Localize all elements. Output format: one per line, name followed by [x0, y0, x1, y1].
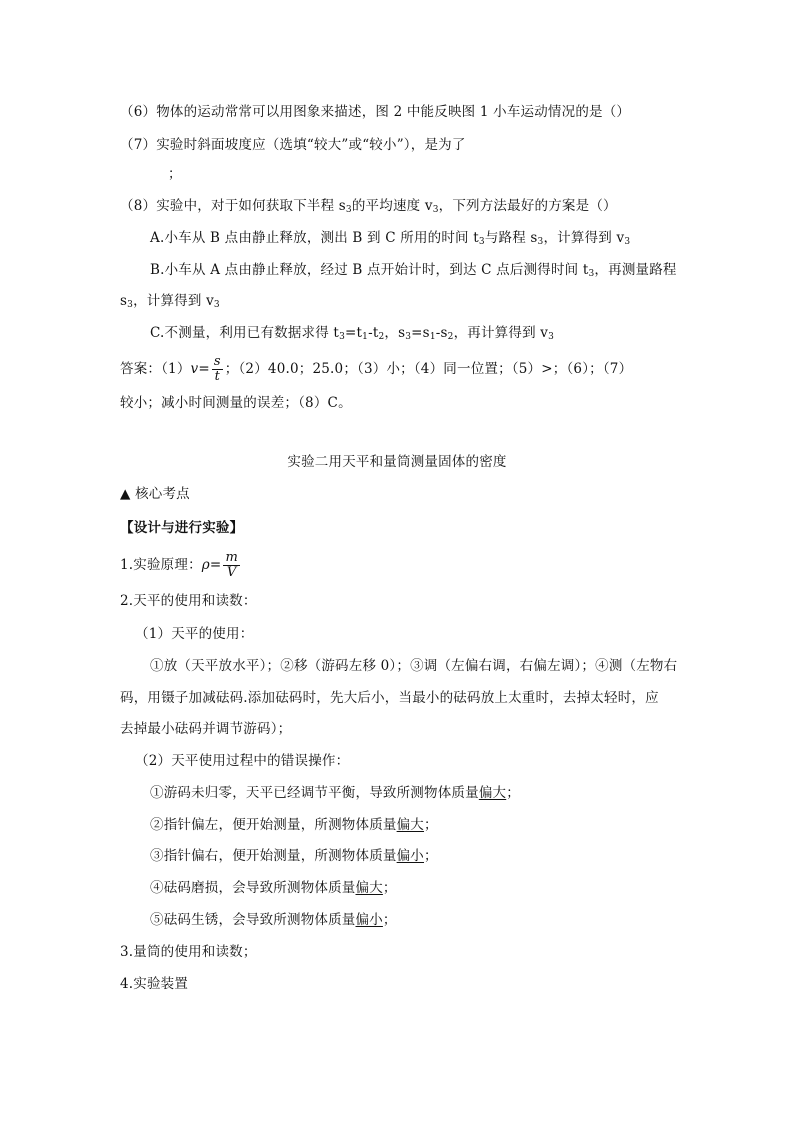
option-b-line-2: $s_3$，计算得到 $v_3$ — [120, 293, 220, 310]
section-title: 实验二用天平和量筒测量固体的密度 — [287, 454, 507, 470]
answer-line-1: 答案：（1）v= $\frac{s}{t}$ ；（2）40.0；25.0；（3）小；（4）同一位置；（5）>；（6）；（7） — [120, 354, 633, 384]
graduated-cylinder-heading: 3.量筒的使用和读数； — [120, 944, 257, 960]
balance-steps-line-1: ①放（天平放水平）；②移（游码左移 0）；③调（左偏右调，右偏左调）；④测（左物右 — [150, 658, 678, 674]
experiment-principle: 1.实验原理：ρ= $\frac{m}{V}$ — [120, 550, 238, 580]
answer-line-2: 较小；减小时间测量的误差；（8）C。 — [120, 395, 352, 411]
option-c: C.不测量，利用已有数据求得 $t_3=t_1-t_2$，$s_3=s_1-s_2$，再计算得到 $v_3$ — [150, 325, 555, 342]
question-7-blank: ； — [168, 166, 182, 182]
balance-steps-line-2: 码，用镊子加减砝码.添加砝码时，先大后小，当最小的砝码放上太重时，去掉太轻时，应 — [120, 690, 659, 706]
error-item-4: ④砝码磨损，会导致所测物体质量偏大； — [150, 880, 397, 896]
core-points-heading: ▲ 核心考点 — [120, 486, 190, 502]
design-heading: 【设计与进行实验】 — [120, 520, 244, 536]
answer-speed-formula: $\frac{s}{t}$ — [213, 354, 221, 384]
question-6: （6）物体的运动常常可以用图象来描述，图 2 中能反映图 1 小车运动情况的是（） — [120, 104, 631, 120]
error-item-3: ③指针偏右，便开始测量，所测物体质量偏小； — [150, 848, 438, 864]
experiment-setup-heading: 4.实验装置 — [120, 976, 189, 992]
question-7: （7）实验时斜面坡度应（选填“较大”或“较小”），是为了 — [120, 137, 466, 153]
density-formula: $\frac{m}{V}$ — [225, 550, 238, 580]
error-item-2: ②指针偏左，便开始测量，所测物体质量偏大； — [150, 817, 438, 833]
option-b-line-1: B.小车从 A 点由静止释放，经过 B 点开始计时，到达 C 点后测得时间 $t_3$，再测量路程 — [150, 262, 677, 279]
balance-errors-heading: （2）天平使用过程中的错误操作： — [135, 753, 350, 769]
balance-usage-sub-1: （1）天平的使用： — [135, 626, 254, 642]
error-item-1: ①游码未归零，天平已经调节平衡，导致所测物体质量偏大； — [150, 785, 520, 801]
option-a: A.小车从 B 点由静止释放，测出 B 到 C 所用的时间 $t_3$与路程 $s_3$，计算得到 $v_3$ — [150, 230, 631, 247]
question-8: （8）实验中，对于如何获取下半程 $s_3$的平均速度 $v_3$，下列方法最好的方案是（） — [120, 198, 617, 215]
error-item-5: ⑤砝码生锈，会导致所测物体质量偏小； — [150, 912, 397, 928]
balance-steps-line-3: 去掉最小砝码并调节游码）； — [120, 721, 292, 737]
balance-usage-heading: 2.天平的使用和读数： — [120, 593, 257, 609]
